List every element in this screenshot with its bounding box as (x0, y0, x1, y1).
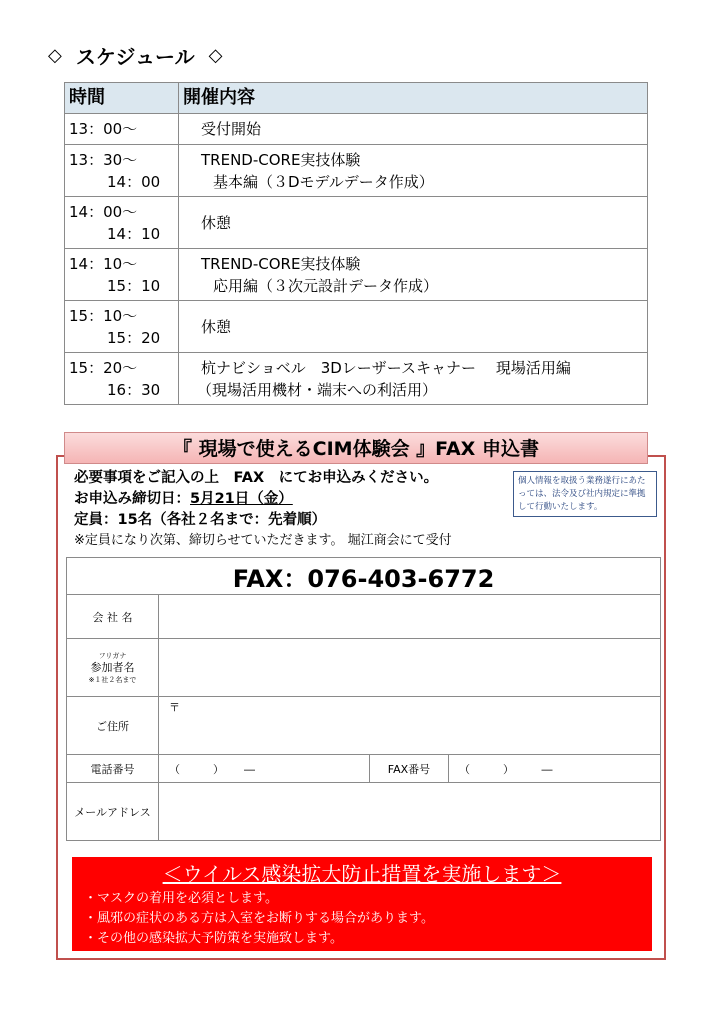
email-row (67, 783, 661, 841)
content-cell (179, 197, 648, 249)
start-time: 13：30～ (69, 150, 138, 169)
schedule-row (65, 145, 648, 197)
content-header: 開催内容 (179, 83, 648, 114)
address-label: ご住所 (67, 697, 159, 755)
start-time: 14：10～ (69, 254, 138, 273)
participant-label: 参加者名 (90, 660, 135, 674)
participant-note: ※１社２名まで (88, 675, 137, 684)
deadline-label: お申込み締切日： (74, 491, 190, 507)
start-time: 14：00～ (69, 202, 138, 221)
time-cell (65, 249, 179, 301)
privacy-notice: 個人情報を取扱う業務遂行にあたっては、法令及び社内規定に準拠して行動いたします。 (513, 471, 657, 517)
deadline-line (74, 489, 514, 510)
phone-label: 電話番号 (67, 755, 159, 783)
schedule-header-row (65, 83, 648, 114)
time-cell (65, 301, 179, 353)
content-text: 杭ナビショベル 3Dレーザースキャナー 現場活用編 (201, 358, 571, 377)
schedule-row (65, 197, 648, 249)
fax-label: FAX番号 (370, 755, 449, 783)
address-field[interactable] (159, 697, 661, 755)
schedule-title: スケジュール (75, 44, 195, 69)
content-subtext: （現場活用機材・端末への利活用） (197, 380, 438, 399)
content-text: 休憩 (201, 317, 232, 336)
form-instructions (74, 468, 514, 551)
content-cell (179, 249, 648, 301)
time-cell (65, 353, 179, 405)
content-text: TREND-CORE実技体験 (201, 254, 361, 273)
fax-number: FAX：076-403-6772 (67, 558, 661, 595)
address-row (67, 697, 661, 755)
start-time: 13：00～ (69, 120, 138, 138)
time-cell (65, 114, 179, 145)
content-text: TREND-CORE実技体験 (201, 150, 361, 169)
company-field[interactable] (159, 595, 661, 639)
schedule-row (65, 353, 648, 405)
application-form (66, 557, 661, 841)
company-label: 会 社 名 (67, 595, 159, 639)
time-cell (65, 145, 179, 197)
content-text: 休憩 (201, 213, 232, 232)
email-field[interactable] (159, 783, 661, 841)
end-time: 15：10 (107, 276, 161, 295)
list-item: ・風邪の症状のある方は入室をお断りする場合があります。 (84, 911, 434, 926)
email-label: メールアドレス (67, 783, 159, 841)
fax-number-row (67, 558, 661, 595)
diamond-icon: ◇ (48, 44, 62, 66)
list-item: ・その他の感染拡大予防策を実施致します。 (84, 931, 343, 946)
company-row (67, 595, 661, 639)
time-cell (65, 197, 179, 249)
participant-label-cell (67, 639, 159, 697)
participant-field[interactable] (159, 639, 661, 697)
diamond-icon: ◇ (208, 44, 223, 66)
virus-title-text: ＜ウイルス感染拡大防止措置を実施します＞ (162, 862, 562, 886)
content-cell (179, 145, 648, 197)
capacity-line: 定員：15名（各社２名まで：先着順） (74, 512, 327, 528)
postal-mark: 〒 (169, 701, 180, 714)
furigana-label: フリガナ (98, 651, 127, 660)
note-line: ※定員になり次第、締切らせていただきます。 堀江商会にて受付 (74, 533, 452, 548)
schedule-row (65, 114, 648, 145)
list-item: ・マスクの着用を必須とします。 (84, 891, 278, 906)
time-header: 時間 (65, 83, 179, 114)
virus-measure-list (72, 889, 652, 949)
start-time: 15：10～ (69, 306, 138, 325)
phone-row (67, 755, 661, 783)
end-time: 15：20 (107, 328, 161, 347)
end-time: 16：30 (107, 380, 161, 399)
content-cell (179, 353, 648, 405)
deadline-date: 5月21日（金） (190, 491, 293, 507)
content-subtext: 基本編（３Dモデルデータ作成） (213, 172, 434, 191)
content-cell (179, 301, 648, 353)
schedule-row (65, 301, 648, 353)
content-cell (179, 114, 648, 145)
phone-field[interactable]: （ ） ― (159, 755, 370, 783)
end-time: 14：10 (107, 224, 161, 243)
schedule-table (64, 82, 648, 405)
start-time: 15：20～ (69, 358, 138, 377)
schedule-row (65, 249, 648, 301)
fax-form-title: 『 現場で使えるCIM体験会 』FAX 申込書 (64, 432, 648, 464)
content-subtext: 応用編（３次元設計データ作成） (213, 276, 439, 295)
instruction-line: 必要事項をご記入の上 FAX にてお申込みください。 (74, 470, 439, 486)
fax-field[interactable]: （ ） ― (449, 755, 661, 783)
end-time: 14：00 (107, 172, 161, 191)
schedule-heading (48, 40, 348, 70)
participant-row (67, 639, 661, 697)
content-text: 受付開始 (201, 120, 262, 138)
virus-notice-title (72, 859, 652, 889)
virus-notice (72, 857, 652, 951)
